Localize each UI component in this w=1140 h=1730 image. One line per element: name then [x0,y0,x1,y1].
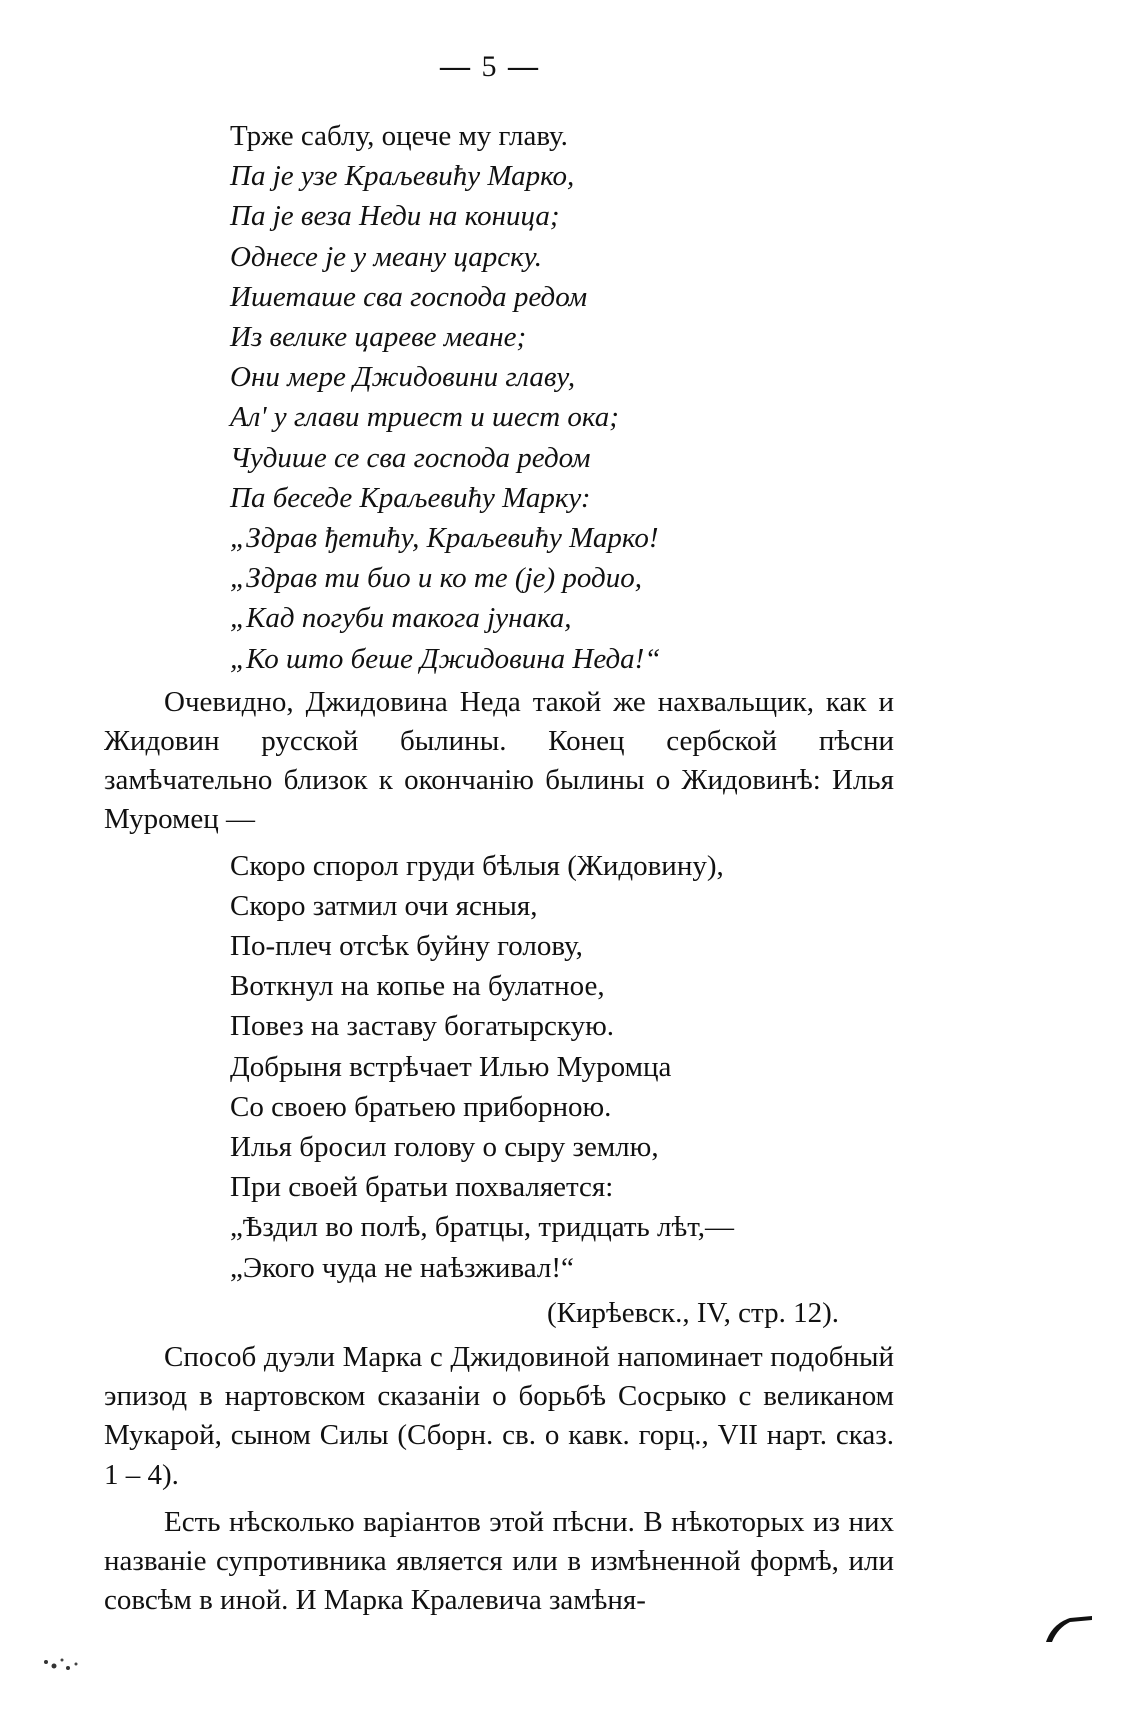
page-number: 5 [481,50,499,83]
verse-line: Повез на заставу богатырскую. [230,1010,614,1043]
verse-line: Па беседе Краљевићу Марку: [230,481,591,514]
verse-line: Со своею братьею приборною. [230,1090,612,1123]
verse-line: Ал' у глави триест и шест ока; [230,401,619,434]
paragraph-variants: Есть нѣсколько варіантов этой пѣсни. В нѣкоторых из них названіе супротивника является или в измѣненной формѣ, или совсѣм в иной. И Марка Кралевича замѣня- [104,1505,894,1617]
verse-line: По-плеч отсѣк буйну голову, [230,930,583,963]
header-dash-left: — [440,50,472,83]
verse-line: „Ко што беше Джидовина Неда!“ [230,642,661,675]
verse-line: „Здрав ђетићу, Краљевићу Марко! [230,522,659,555]
page-header [0,50,980,84]
verse-line: Из велике цареве меане; [230,321,527,354]
verse-line: „Здрав ти био и ко те (је) родио, [230,562,642,595]
verse-line: Добрыня встрѣчает Илью Муромца [230,1050,672,1083]
verse-line: Однесе је у меану царску. [230,240,542,273]
verse-line: Скоро спорол груди бѣлыя (Жидовину), [230,849,724,882]
verse-line: Они мере Джидовини главу, [230,361,576,394]
header-dash-right: — [508,50,540,83]
page-body [104,116,894,1620]
verse-line: „Ѣздил во полѣ, братцы, тридцать лѣт,— [230,1211,734,1244]
verse-line: Ишеташе сва господа редом [230,280,588,313]
verse-line: Воткнул на копье на булатное, [230,970,605,1003]
paragraph-duel-comparison: Способ дуэли Марка с Джидовиной напоминает подобный эпизод в нартовском сказаніи о борьбѣ Сосрыко с великаном Мукарой, сыном Силы (Сборн. св. о кавк. горц., VII нарт. сказ. 1 – 4). [104,1340,894,1491]
verse-line: Илья бросил голову о сыру землю, [230,1131,659,1164]
verse-line: Па је узе Краљевићу Марко, [230,160,575,193]
paragraph-comparison: Очевидно, Джидовина Неда такой же нахвальщик, как и Жидовин русской былины. Конец сербской пѣсни замѣчательно близок к окончанію былины о Жидовинѣ: Илья Муромец — [104,685,894,836]
verse-line: Па је веза Неди на коница; [230,200,560,233]
verse-line: При своей братьи похваляется: [230,1171,614,1204]
verse-line: „Экого чуда не наѣзживал!“ [230,1251,574,1284]
verse-line: Скоро затмил очи ясныя, [230,889,538,922]
citation-reference: (Кирѣевск., IV, стр. 12). [546,1296,839,1329]
russian-bylina-excerpt [230,846,894,1288]
verse-line: „Кад погуби такога јунака, [230,602,572,635]
verse-line: Трже саблу, оцече му главу. [230,120,568,152]
serbian-song-excerpt [230,116,894,679]
printer-mark-icon [1040,1608,1100,1648]
speck-mark-icon [36,1650,96,1680]
verse-line: Чудише се сва господа редом [230,441,591,474]
